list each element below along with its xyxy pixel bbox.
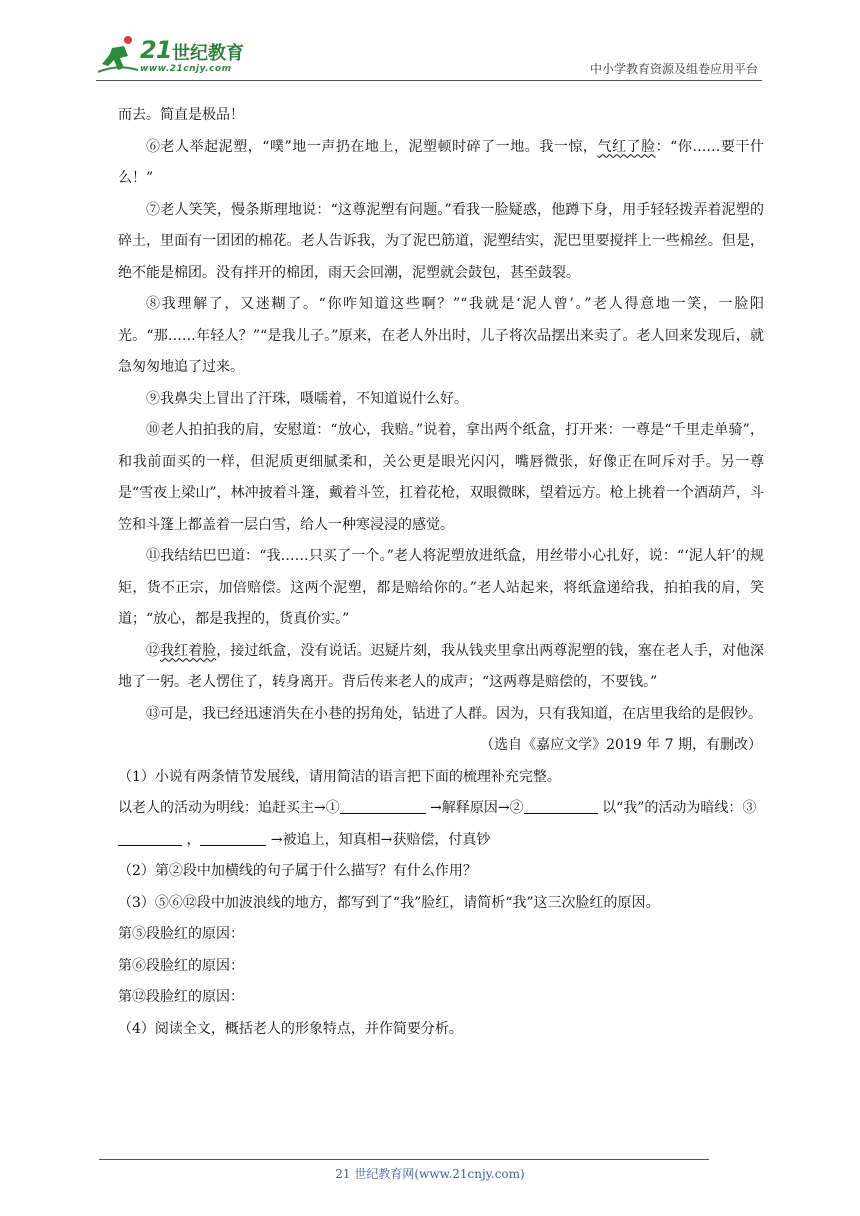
question-1-line-2 xyxy=(118,825,764,857)
q1-text-a: 以老人的活动为明线：追赶买主→① xyxy=(118,800,340,816)
page-header xyxy=(96,32,760,82)
paragraph-6-text-a: ⑥老人举起泥塑，“噗”地一声扔在地上，泥塑顿时碎了一地。我一惊， xyxy=(146,138,598,155)
question-3-answer-b: 第⑥段脸红的原因： xyxy=(118,957,244,974)
wavy-underline-phrase: 气红了脸 xyxy=(597,138,656,155)
paragraph-9: ⑨我鼻尖上冒出了汗珠，嗫嚅着，不知道说什么好。 xyxy=(146,390,468,407)
question-3-answer-a: 第⑤段脸红的原因： xyxy=(118,926,244,942)
source-citation: （选自《嘉应文学》2019 年 7 期，有删改） xyxy=(480,737,762,753)
runner-logo-icon xyxy=(98,34,138,76)
answer-blank-4[interactable] xyxy=(200,829,266,846)
page-footer: 21 世纪教育网(www.21cnjy.com) xyxy=(335,1167,525,1181)
platform-label: 中小学教育资源及组卷应用平台 xyxy=(589,62,758,76)
question-3-answer-c: 第⑫段脸红的原因： xyxy=(118,989,244,1005)
paragraph-8: ⑧我理解了，又迷糊了。“你咋知道这些啊？”“我就是‘泥人曾’。”老人得意地一笑，一脸阳光。“那……年轻人？”“是我儿子。”原来，在老人外出时，儿子将次品摆出来卖了。老人回来发现后，就急匆匆地追了过来。 xyxy=(118,296,764,375)
question-3: （3）⑤⑥⑫段中加波浪线的地方，都写到了“我”脸红，请简析“我”这三次脸红的原因。 xyxy=(118,894,660,911)
footer-divider xyxy=(99,1159,709,1160)
logo-url: www.21cnjy.com xyxy=(140,64,232,74)
paragraph-12 xyxy=(118,636,764,699)
q1-text-c: 以“我”的活动为暗线：③ xyxy=(597,800,757,816)
paragraph-11: ⑪我结结巴巴道：“我……只买了一个。”老人将泥塑放进纸盒，用丝带小心扎好，说：“‘泥人轩’的规矩，货不正宗，加倍赔偿。这两个泥塑，都是赔给你的。”老人站起来，将纸盒递给我，拍拍我的肩，笑道；“放心，都是我捏的，货真价实。” xyxy=(118,548,764,627)
paragraph-10: ⑩老人拍拍我的肩，安慰道：“放心，我赔。”说着，拿出两个纸盒，打开来：一尊是“千里走单骑”，和我前面买的一样，但泥质更细腻柔和，关公更是眼光闪闪，嘴唇微张，好像正在呵斥对手。另一尊是“雪夜上梁山”，林冲披着斗篷，戴着斗笠，扛着花枪，双眼微眯，望着远方。枪上挑着一个酒葫芦，斗笠和斗篷上都盖着一层白雪，给人一种寒浸浸的感觉。 xyxy=(118,422,764,533)
paragraph-6-text-b: ：“你……要干什么！” xyxy=(118,138,764,186)
question-4: （4）阅读全文，概括老人的形象特点，并作简要分析。 xyxy=(118,1020,463,1037)
document-body xyxy=(118,100,764,1045)
paragraph-0: 而去。简直是极品！ xyxy=(118,107,244,123)
question-1-line-1 xyxy=(118,793,764,825)
wavy-underline-phrase: 我红着脸 xyxy=(160,642,217,659)
question-2: （2）第②段中加横线的句子属于什么描写？有什么作用？ xyxy=(118,863,477,879)
logo-text: 世纪教育 xyxy=(172,43,244,64)
site-logo xyxy=(96,32,256,78)
paragraph-7: ⑦老人笑笑，慢条斯理地说：“这尊泥塑有问题。”看我一脸疑惑，他蹲下身，用手轻轻拨弄着泥塑的碎土，里面有一团团的棉花。老人告诉我，为了泥巴筋道，泥塑结实，泥巴里要搅拌上一些棉丝。但是，绝不能是棉团。没有拌开的棉团，雨天会回潮，泥塑就会鼓包，甚至鼓裂。 xyxy=(118,201,764,281)
paragraph-13: ⑬可是，我已经迅速消失在小巷的拐角处，钻进了人群。因为，只有我知道，在店里我给的是假钞。 xyxy=(146,705,762,722)
paragraph-12-number: ⑫ xyxy=(146,642,161,659)
q1-comma: ， xyxy=(182,831,201,848)
logo-number: 21 xyxy=(140,36,172,64)
header-divider xyxy=(96,80,762,81)
q1-text-b: →解释原因→② xyxy=(425,800,524,816)
q1-text-d: →被追上，知真相→获赔偿，付真钞 xyxy=(266,831,491,848)
answer-blank-1[interactable] xyxy=(340,797,426,814)
answer-blank-2[interactable] xyxy=(524,797,598,814)
answer-blank-3[interactable] xyxy=(118,829,182,846)
question-1: （1）小说有两条情节发展线，请用简洁的语言把下面的梳理补充完整。 xyxy=(118,768,561,785)
paragraph-6 xyxy=(118,132,764,195)
paragraph-12-text: ，接过纸盒，没有说话。迟疑片刻，我从钱夹里拿出两尊泥塑的钱，塞在老人手，对他深地了一躬。老人愣住了，转身离开。背后传来老人的成声；“这两尊是赔偿的，不要钱。” xyxy=(118,642,764,690)
